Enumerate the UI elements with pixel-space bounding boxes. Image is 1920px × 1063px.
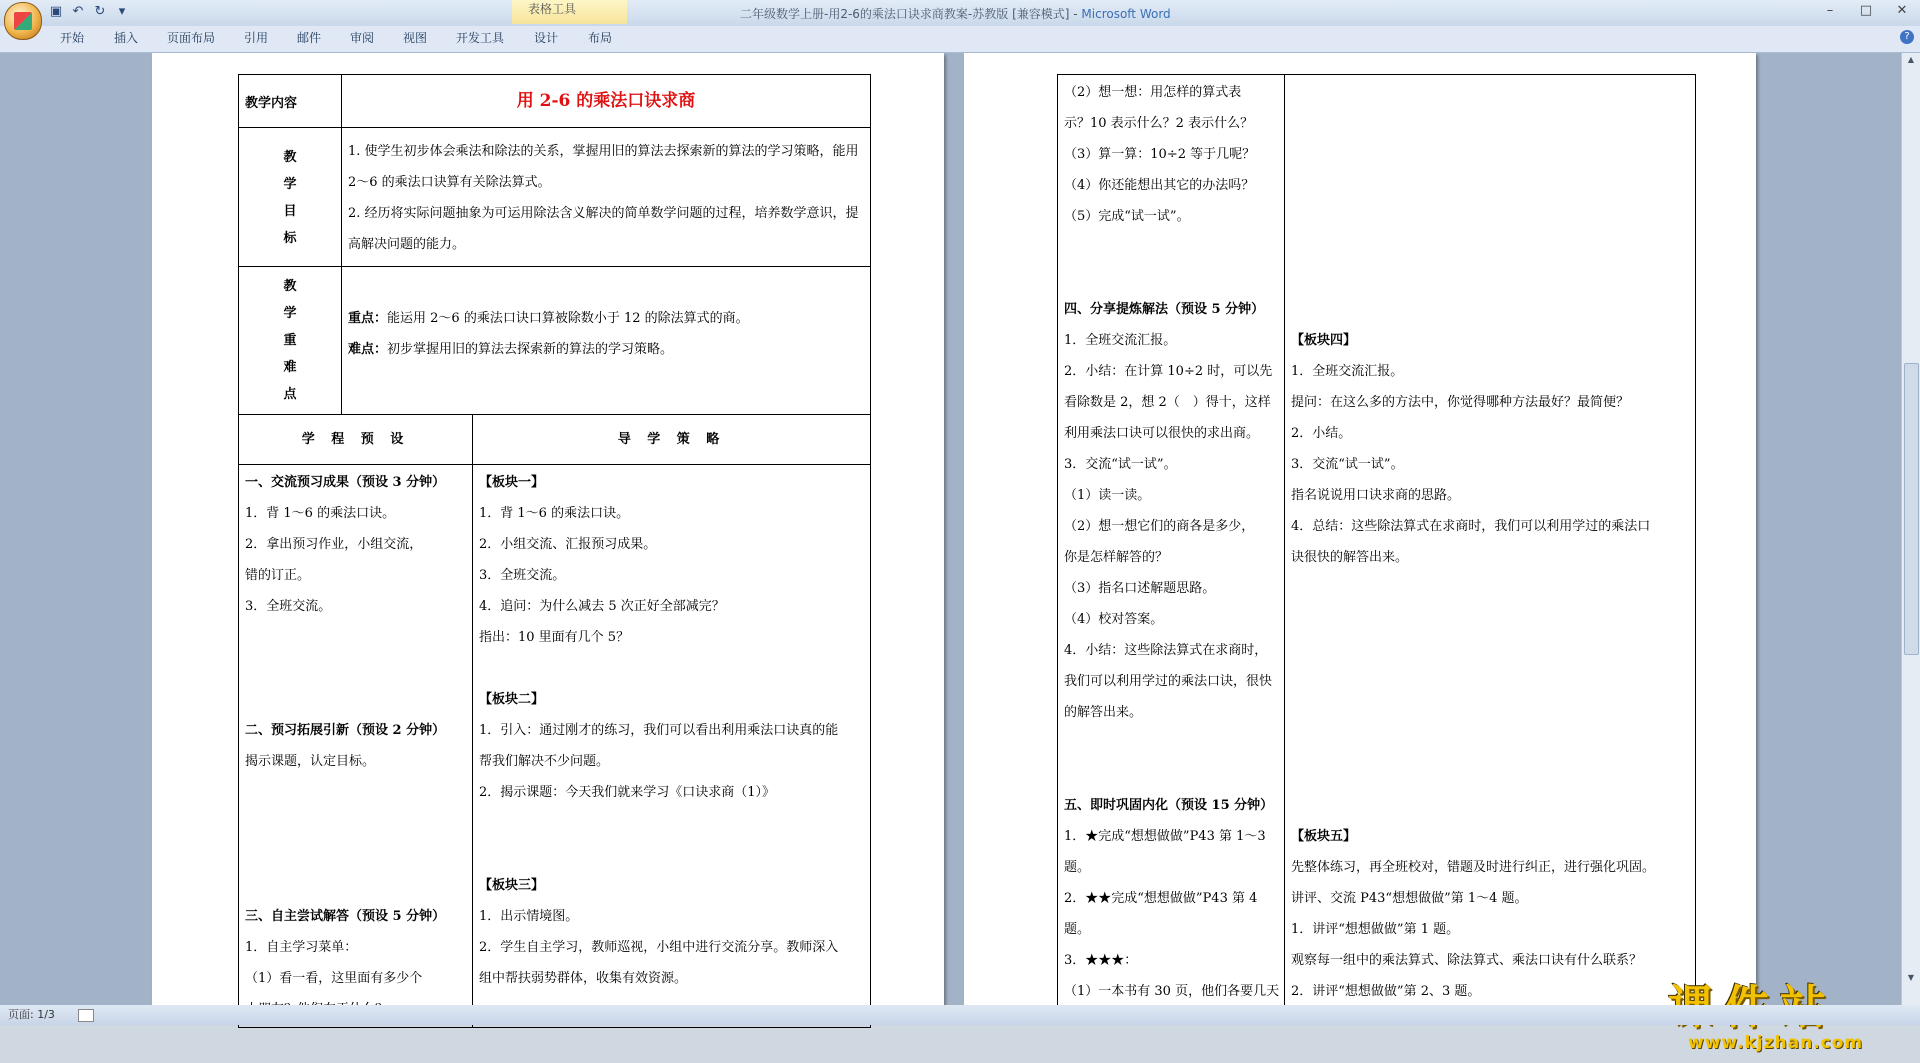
text-line: 2．拿出预习作业，小组交流，: [245, 537, 423, 552]
maximize-icon[interactable]: □: [1859, 3, 1873, 18]
text-line: 错的订正。: [245, 568, 311, 583]
help-icon[interactable]: ?: [1900, 30, 1914, 44]
text-line: 指出：10 里面有几个 5？: [479, 630, 630, 645]
title-bar: [0, 0, 1920, 26]
scroll-down-icon[interactable]: ▼: [1907, 973, 1915, 982]
text-line: （2）想一想它们的商各是多少，: [1064, 519, 1255, 534]
key-label-char: 难: [283, 360, 297, 375]
empty-paragraph: [1291, 232, 1689, 263]
text-line: 1．背 1～6 的乘法口诀。: [245, 506, 396, 521]
left-column-lines: [1064, 77, 1278, 1007]
empty-paragraph: [245, 653, 466, 684]
scrollbar-thumb[interactable]: [1904, 363, 1919, 655]
scroll-up-icon[interactable]: ▲: [1907, 55, 1915, 64]
empty-paragraph: [1291, 759, 1689, 790]
close-icon[interactable]: ✕: [1896, 3, 1908, 18]
text-line: （1）一本书有 30 页，他们各要几天: [1064, 984, 1280, 999]
vertical-scrollbar[interactable]: [1901, 53, 1920, 1005]
text-line: 3．★★★：: [1064, 953, 1138, 968]
key-point: [348, 303, 864, 334]
difficulty-text: 初步掌握用旧的算法去探索新的算法的学习策略。: [387, 342, 674, 357]
key-label-char: 重: [283, 333, 297, 348]
empty-paragraph: [1291, 294, 1689, 325]
text-line: 诀很快的解答出来。: [1291, 550, 1409, 565]
text-line: 1．引入：通过刚才的练习，我们可以看出利用乘法口诀真的能: [479, 723, 839, 738]
undo-icon[interactable]: ↶: [72, 4, 84, 19]
text-line: 1．★完成“想想做做”P43 第 1～3: [1064, 829, 1266, 844]
text-line: 【板块二】: [479, 692, 545, 707]
text-line: 3．全班交流。: [245, 599, 332, 614]
text-line: 【板块五】: [1291, 829, 1357, 844]
empty-paragraph: [1064, 263, 1278, 294]
empty-paragraph: [479, 653, 864, 684]
text-line: 二、预习拓展引新（预设 2 分钟）: [245, 723, 446, 738]
goals-cell: [342, 128, 871, 267]
key-label-char: 学: [283, 306, 297, 321]
right-column-body: [473, 465, 871, 1028]
empty-paragraph: [1064, 728, 1278, 759]
empty-paragraph: [1291, 573, 1689, 604]
text-line: 2．小结：在计算 10÷2 时，可以先: [1064, 364, 1273, 379]
lesson-title-cell: [342, 75, 871, 128]
left-column-lines: [245, 467, 466, 1025]
empty-paragraph: [1291, 139, 1689, 170]
text-line: 讲评、交流 P43“想想做做”第 1～4 题。: [1291, 891, 1528, 906]
window-controls: [1820, 2, 1912, 20]
window-title: [740, 5, 1171, 22]
text-line: 2．学生自主学习，教师巡视，小组中进行交流分享。教师深入: [479, 940, 839, 955]
office-button[interactable]: [4, 2, 42, 40]
app-name: Microsoft Word: [1081, 7, 1171, 21]
text-line: 三、自主尝试解答（预设 5 分钟）: [245, 909, 446, 924]
empty-paragraph: [1291, 604, 1689, 635]
text-line: （2）想一想：用怎样的算式表: [1064, 85, 1242, 100]
text-line: 2．★★完成“想想做做”P43 第 4: [1064, 891, 1258, 906]
ribbon-tabs: [0, 26, 1920, 53]
watermark-url: www.kjzhan.com: [1688, 1033, 1864, 1053]
text-line: 先整体练习，再全班校对，错题及时进行纠正，进行强化巩固。: [1291, 860, 1656, 875]
content-label-cell: [239, 75, 342, 128]
empty-paragraph: [1291, 666, 1689, 697]
text-line: 1．全班交流汇报。: [1291, 364, 1404, 379]
empty-paragraph: [245, 684, 466, 715]
key-label-char: 教: [283, 279, 297, 294]
empty-paragraph: [1064, 232, 1278, 263]
tab-developer[interactable]: 开发工具: [456, 31, 505, 45]
empty-paragraph: [1291, 77, 1689, 108]
text-line: 2．小结。: [1291, 426, 1352, 441]
text-line: 看除数是 2，想 2（ ）得十，这样: [1064, 395, 1271, 410]
text-line: 的解答出来。: [1064, 705, 1143, 720]
empty-paragraph: [1291, 697, 1689, 728]
tab-home[interactable]: 开始: [60, 31, 85, 45]
tab-review[interactable]: 审阅: [350, 31, 375, 45]
difficulty: [348, 334, 864, 365]
page-indicator[interactable]: 页面: 1/3: [8, 1008, 55, 1021]
text-line: 示？10 表示什么？2 表示什么？: [1064, 116, 1254, 131]
text-line: 3．全班交流。: [479, 568, 566, 583]
text-line: 题。: [1064, 922, 1091, 937]
table-tools-group-label: 表格工具: [512, 0, 627, 24]
text-line: 五、即时巩固内化（预设 15 分钟）: [1064, 798, 1274, 813]
empty-paragraph: [245, 839, 466, 870]
text-line: 1．讲评“想想做做”第 1 题。: [1291, 922, 1460, 937]
left-column-header-cell: [239, 415, 473, 465]
empty-paragraph: [479, 839, 864, 870]
text-line: 1．出示情境图。: [479, 909, 579, 924]
empty-paragraph: [1291, 635, 1689, 666]
redo-icon[interactable]: ↻: [94, 4, 106, 19]
text-line: 题。: [1064, 860, 1091, 875]
tab-view[interactable]: 视图: [403, 31, 428, 45]
empty-paragraph: [479, 808, 864, 839]
text-line: 一、交流预习成果（预设 3 分钟）: [245, 475, 446, 490]
left-column-body: [239, 465, 473, 1028]
text-line: 1．背 1～6 的乘法口诀。: [479, 506, 630, 521]
lesson-table-page2: [1057, 74, 1696, 1009]
empty-paragraph: [1291, 728, 1689, 759]
proofing-icon[interactable]: [78, 1009, 94, 1022]
key-points-cell: [342, 267, 871, 415]
text-line: （3）算一算：10÷2 等于几呢？: [1064, 147, 1256, 162]
text-line: 四、分享提炼解法（预设 5 分钟）: [1064, 302, 1265, 317]
lesson-title: 用 2-6 的乘法口诀求商: [516, 91, 696, 111]
empty-paragraph: [1291, 108, 1689, 139]
status-bar: [0, 1005, 1920, 1025]
tab-design[interactable]: 设计: [534, 31, 559, 45]
text-line: 提问：在这么多的方法中，你觉得哪种方法最好？最简便？: [1291, 395, 1630, 410]
right-column-lines: [479, 467, 864, 994]
text-line: 2．小组交流、汇报预习成果。: [479, 537, 657, 552]
text-line: （3）指名口述解题思路。: [1064, 581, 1216, 596]
goals-label-char: 学: [283, 177, 297, 192]
text-line: 观察每一组中的乘法算式、除法算式、乘法口诀有什么联系？: [1291, 953, 1643, 968]
text-line: 2．讲评“想想做做”第 2、3 题。: [1291, 984, 1481, 999]
goals-label-char: 标: [283, 231, 297, 246]
text-line: 3．交流“试一试”。: [1064, 457, 1177, 472]
text-line: 揭示课题，认定目标。: [245, 754, 376, 769]
minimize-icon[interactable]: –: [1826, 3, 1834, 18]
tab-insert[interactable]: 插入: [114, 31, 139, 45]
text-line: （1）看一看，这里面有多少个: [245, 971, 423, 986]
text-line: （1）读一读。: [1064, 488, 1151, 503]
empty-paragraph: [1291, 170, 1689, 201]
tab-page-layout[interactable]: 页面布局: [167, 31, 216, 45]
key-point-label: 重点：: [348, 311, 388, 326]
goals-label-cell: [239, 128, 342, 267]
goals-label-char: 目: [283, 204, 297, 219]
tab-layout[interactable]: 布局: [588, 31, 613, 45]
key-label: [245, 273, 335, 408]
goal-2: 2. 经历将实际问题抽象为可运用除法含义解决的简单数学问题的过程，培养数学意识，提高解决问题的能力。: [348, 206, 859, 252]
lesson-table-page1: [238, 74, 871, 1028]
right-column-body-p2: [1285, 75, 1696, 1010]
text-line: （4）校对答案。: [1064, 612, 1164, 627]
save-icon[interactable]: ▣: [49, 4, 63, 19]
office-logo-icon: [14, 12, 32, 30]
goals-label: [245, 144, 335, 252]
goals-label-char: 教: [283, 150, 297, 165]
empty-paragraph: [245, 870, 466, 901]
text-line: 指名说说用口诀求商的思路。: [1291, 488, 1461, 503]
text-line: 组中帮扶弱势群体，收集有效资源。: [479, 971, 688, 986]
goal-1: 1. 使学生初步体会乘法和除法的关系，掌握用旧的算法去探索新的算法的学习策略，能用 2～6 的乘法口诀算有关除法算式。: [348, 144, 859, 190]
key-point-text: 能运用 2～6 的乘法口诀口算被除数小于 12 的除法算式的商。: [387, 311, 749, 326]
text-line: 我们可以利用学过的乘法口诀，很快: [1064, 674, 1273, 689]
text-line: 利用乘法口诀可以很快的求出商。: [1064, 426, 1260, 441]
page-2: [964, 53, 1756, 1005]
text-line: 【板块三】: [479, 878, 545, 893]
right-column-header-cell: [473, 415, 871, 465]
text-line: 【板块四】: [1291, 333, 1357, 348]
text-line: 4．总结：这些除法算式在求商时，我们可以利用学过的乘法口: [1291, 519, 1651, 534]
text-line: 帮我们解决不少问题。: [479, 754, 610, 769]
text-line: 4．追问：为什么减去 5 次正好全部减完？: [479, 599, 725, 614]
text-line: 2．揭示课题：今天我们就来学习《口诀求商（1）》: [479, 785, 776, 800]
right-column-header: 导 学 策 略: [617, 431, 726, 447]
key-label-char: 点: [283, 387, 297, 402]
page-1: [152, 53, 944, 1005]
tab-references[interactable]: 引用: [244, 31, 269, 45]
key-label-cell: [239, 267, 342, 415]
difficulty-label: 难点：: [348, 342, 388, 357]
empty-paragraph: [245, 622, 466, 653]
empty-paragraph: [1291, 201, 1689, 232]
customize-qat-icon[interactable]: ▾: [118, 4, 126, 19]
empty-paragraph: [245, 808, 466, 839]
text-line: 1．自主学习菜单：: [245, 940, 358, 955]
tab-mailings[interactable]: 邮件: [297, 31, 322, 45]
text-line: （4）你还能想出其它的办法吗？: [1064, 178, 1255, 193]
quick-access-toolbar: [48, 4, 130, 20]
left-column-body-p2: [1058, 75, 1285, 1010]
text-line: 【板块一】: [479, 475, 545, 490]
empty-paragraph: [1291, 263, 1689, 294]
empty-paragraph: [1064, 759, 1278, 790]
text-line: （5）完成“试一试”。: [1064, 209, 1190, 224]
text-line: 3．交流“试一试”。: [1291, 457, 1404, 472]
empty-paragraph: [245, 777, 466, 808]
left-column-header: 学 程 预 设: [301, 431, 410, 447]
text-line: 1．全班交流汇报。: [1064, 333, 1177, 348]
right-column-lines: [1291, 77, 1689, 1007]
text-line: 4．小结：这些除法算式在求商时，: [1064, 643, 1268, 658]
empty-paragraph: [1291, 790, 1689, 821]
document-title: 二年级数学上册-用2-6的乘法口诀求商教案-苏教版 [兼容模式] -: [740, 7, 1082, 21]
text-line: 你是怎样解答的？: [1064, 550, 1169, 565]
content-label: 教学内容: [245, 95, 298, 111]
